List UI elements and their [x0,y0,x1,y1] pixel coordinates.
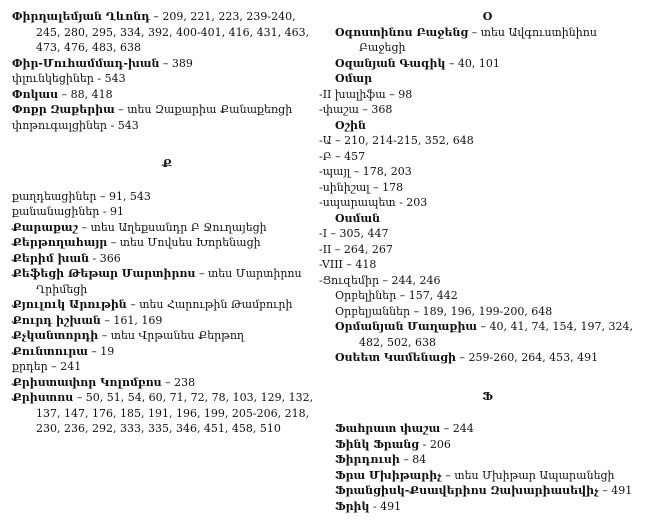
index-entry [335,25,640,56]
entry-references: -I – 305, 447 [319,227,389,240]
index-entry [12,9,322,56]
entry-references: քանանացիներ - 91 [12,205,125,218]
index-entry [319,195,640,211]
index-entry [335,319,640,350]
entry-references: քրդեր – 241 [12,360,82,373]
section-letter-o: Օ [482,10,493,23]
entry-references: -սպարապետ - 203 [319,196,428,209]
index-entry [319,133,640,149]
right-column [319,9,640,514]
index-entry [319,149,640,165]
entry-heading: Քեֆեցի Թեթար Մարտիրոս [12,267,196,280]
entry-references: – տես Զաքարիա Քանաքեռցի [114,103,293,116]
entry-heading: Քարաքաշ [12,220,79,234]
entry-references: փլունկեցիներ - 543 [12,72,126,85]
right-entries-o [319,25,640,366]
entry-heading: Օրմանյան Մաղաքիա [335,320,478,333]
entry-references: – 389 [159,56,193,70]
entry-references: – 40, 41, 74, 154, 197, 324, 482, 502, 638 [359,320,633,349]
index-entry [319,87,640,103]
entry-heading: Քրիստոս [12,391,74,404]
index-entry [12,297,322,313]
index-entry [12,344,322,360]
entry-heading: Ֆահրատ փաշա [335,422,441,435]
entry-references: քաղդեացիներ – 91, 543 [12,189,151,203]
entry-references: Օրբելյաններ – 189, 196, 199-200, 648 [335,304,553,318]
entry-heading: Քունտուրա [12,344,88,358]
index-entry [335,468,640,484]
entry-references: – տես Աղեքսանդր Բ Ջուղայեցի [78,220,267,234]
index-entry [12,375,322,391]
left-entries-k [12,189,322,437]
index-entry [335,71,640,87]
right-entries-f [335,421,640,514]
entry-heading: Քրիստափոր Կոլոմբոս [12,375,162,389]
entry-heading: Ֆրանցիսկ-Քսավերիոս Զախարիասեվիչ [335,484,599,497]
entry-references: -Ա – 210, 214-215, 352, 648 [319,134,474,147]
entry-references: – տես Մարտիրոս Ղրիմեցի [36,267,302,296]
entry-references: – 161, 169 [100,313,163,327]
entry-references: – 50, 51, 54, 60, 71, 72, 78, 103, 129, 132, 137, 147, 176, 185, 191, 196, 199, 205-206, 218, 230, 236, 292, 333, 335, 346, 451, 458, 510 [36,391,314,435]
entry-references: – տես Հարութին Թամբուրի [126,298,293,311]
index-entry [12,118,322,134]
entry-references: - 366 [89,251,121,265]
entry-references: – 84 [399,453,427,466]
entry-heading: Քյուլուկ Արութին [12,298,127,311]
index-entry [12,251,322,267]
entry-references: – 19 [87,344,115,358]
left-entries-pe [12,9,322,133]
index-entry [319,273,640,289]
index-entry [335,437,640,453]
index-entry [12,204,322,220]
entry-references: – տես Ավգուստինիոս Բաջեցի [359,25,597,54]
entry-heading: Քերթողահայր [12,236,108,249]
entry-references: - 491 [369,499,402,513]
index-entry [319,226,640,242]
section-letter-k: Ք [162,157,172,170]
index-entry [335,288,640,304]
entry-references: – 88, 418 [58,87,113,101]
entry-references: – 238 [161,375,196,389]
entry-references: -փաշա – 368 [319,103,393,116]
entry-references: -VIII – 418 [319,258,377,271]
entry-heading: Փոկաս [12,87,59,101]
entry-references: – 259-260, 264, 453, 491 [456,351,599,364]
entry-heading: Ֆրիկ [335,499,370,513]
entry-references: -II խալիֆա – 98 [319,87,413,101]
entry-heading: Ֆինկ Ֆրանց [335,437,420,451]
index-entry [12,390,322,437]
entry-heading: Օգոստինոս Բաջենց [335,25,469,39]
index-entry [335,499,640,515]
entry-heading: Փիրղալեմյան Ղևոնդ [12,10,150,23]
entry-references: – տես Վրթանես Քերթող [98,329,245,342]
index-entry [335,350,640,366]
entry-heading: Փիր-Մուհամմադ-խան [12,56,160,70]
entry-references: -պայլ – 178, 203 [319,165,412,178]
index-entry [12,235,322,251]
index-entry [12,220,322,236]
index-entry [335,211,640,227]
index-entry [335,304,640,320]
entry-references: – 209, 221, 223, 239-240, 245, 280, 295, 334, 392, 400-401, 416, 431, 463, 473, 476, 483, 638 [36,10,310,54]
index-entry [319,257,640,273]
entry-heading: Օշին [335,118,366,132]
index-entry [319,102,640,118]
entry-heading: Փոքր Զաքերիա [12,103,115,116]
entry-references: – տես Մխիթար Ապարանեցի [441,468,615,482]
index-entry [319,242,640,258]
entry-heading: Օզանյան Գագիկ [335,56,446,70]
index-entry [335,452,640,468]
entry-heading: Օսեետ Կամենացի [335,351,456,364]
left-column [12,9,322,437]
entry-references: փոթուգալցիներ - 543 [12,118,139,132]
entry-references: -II – 264, 267 [319,242,393,256]
entry-heading: Օմար [335,72,373,85]
index-entry [335,421,640,437]
entry-references: Օրբելիներ – 157, 442 [335,289,458,302]
index-entry [12,313,322,329]
entry-heading: Քերիմ խան [12,251,89,265]
index-entry [335,56,640,72]
entry-heading: Քուրդ իշխան [12,313,101,327]
index-entry [12,102,322,118]
index-entry [12,266,322,297]
index-entry [335,483,640,499]
index-entry [12,56,322,72]
entry-references: -սինիշալ – 178 [319,180,404,194]
index-entry [12,189,322,205]
index-entry [12,87,322,103]
entry-references: – 40, 101 [445,56,500,70]
entry-references: – տես Մովսես Խորենացի [107,236,261,249]
section-letter-f: Ֆ [482,389,493,403]
entry-references: -Ցուզեմիր – 244, 246 [319,273,441,287]
entry-references: – 244 [440,422,474,435]
index-entry [319,164,640,180]
entry-heading: Օսման [335,211,381,225]
entry-references: – 491 [598,484,633,497]
index-entry [12,71,322,87]
index-entry [12,328,322,344]
entry-references: -Բ – 457 [319,149,366,163]
entry-references: - 206 [419,437,451,451]
entry-heading: Ֆիրդուսի [335,453,400,466]
index-entry [335,118,640,134]
index-entry [12,359,322,375]
index-entry [319,180,640,196]
entry-heading: Քչկանտորդի [12,329,99,342]
entry-heading: Ֆրա Մխիթարիչ [335,468,442,482]
